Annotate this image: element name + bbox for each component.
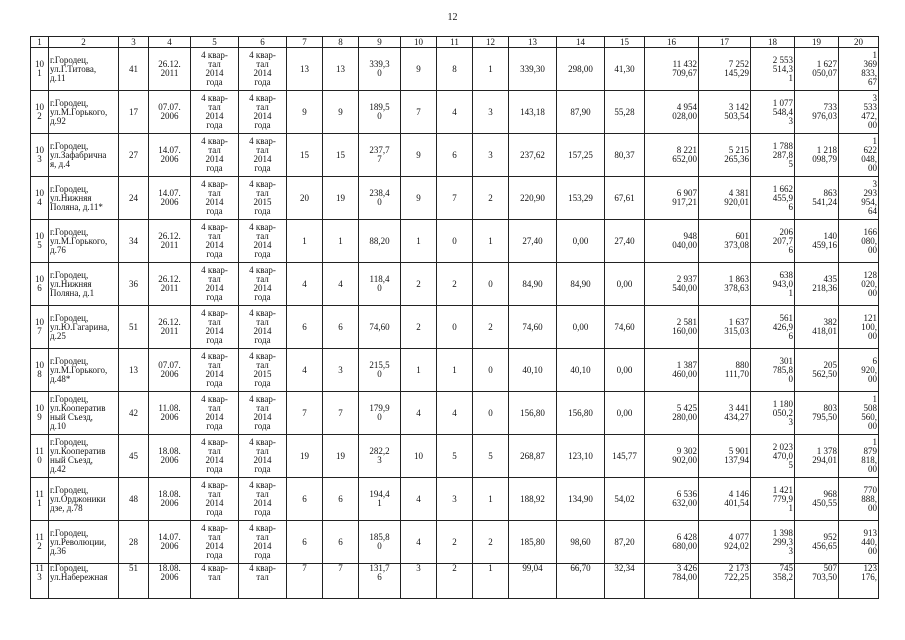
header-cell: 13	[509, 37, 557, 48]
table-cell: 14.07. 2006	[149, 521, 191, 564]
table-cell: 4 квар- тал 2014 года	[239, 48, 287, 91]
table-cell: 913 440, 00	[839, 521, 879, 564]
address-cell: г.Городец, ул.Кооператив ный Съезд, д.42	[49, 435, 119, 478]
address-cell: г.Городец, ул.Кооператив ный Съезд, д.10	[49, 392, 119, 435]
table-cell: 166 080, 00	[839, 220, 879, 263]
table-row	[31, 564, 879, 599]
table-cell: 41,30	[605, 48, 645, 91]
address-cell: г.Городец, ул.Зафабрична я, д.4	[49, 134, 119, 177]
table-cell: 6 907 917,21	[645, 177, 699, 220]
table-cell: 238,4 0	[359, 177, 401, 220]
table-cell: 507 703,50	[795, 564, 839, 599]
table-cell: 11 2	[31, 521, 49, 564]
table-cell: 54,02	[605, 478, 645, 521]
table-cell: 41	[119, 48, 149, 91]
table-cell: 1 863 378,63	[699, 263, 751, 306]
table-cell: 20	[287, 177, 323, 220]
header-row	[31, 37, 879, 48]
table-cell: 4 квар- тал 2014 года	[191, 134, 239, 177]
table-cell: 205 562,50	[795, 349, 839, 392]
table-cell: 121 100, 00	[839, 306, 879, 349]
table-cell: 18.08. 2006	[149, 564, 191, 599]
table-cell: 0,00	[557, 306, 605, 349]
table-cell: 237,62	[509, 134, 557, 177]
table-cell: 948 040,00	[645, 220, 699, 263]
table-cell: 1 627 050,07	[795, 48, 839, 91]
header-cell: 8	[323, 37, 359, 48]
table-cell: 15	[323, 134, 359, 177]
table-cell: 3 293 954, 64	[839, 177, 879, 220]
table-row	[31, 392, 879, 435]
table-cell: 123 176,	[839, 564, 879, 599]
table-cell: 0	[473, 349, 509, 392]
table-cell: 5	[473, 435, 509, 478]
address-cell: г.Городец, ул.Революции, д.36	[49, 521, 119, 564]
table-cell: 26.12. 2011	[149, 48, 191, 91]
header-cell: 17	[699, 37, 751, 48]
table-cell: 4 квар- тал 2014 года	[239, 306, 287, 349]
table-cell: 7 252 145,29	[699, 48, 751, 91]
table-cell: 339,3 0	[359, 48, 401, 91]
table-cell: 745 358,2	[751, 564, 795, 599]
table-cell: 10 4	[31, 177, 49, 220]
table-cell: 4	[437, 392, 473, 435]
table-cell: 4 квар- тал 2014 года	[191, 48, 239, 91]
table-cell: 7	[437, 177, 473, 220]
table-cell: 1 218 098,79	[795, 134, 839, 177]
table-cell: 2	[473, 177, 509, 220]
table-cell: 07.07. 2006	[149, 349, 191, 392]
table-cell: 4 146 401,54	[699, 478, 751, 521]
table-cell: 11 3	[31, 564, 49, 599]
table-cell: 6	[287, 306, 323, 349]
header-cell: 12	[473, 37, 509, 48]
table-cell: 0	[437, 306, 473, 349]
table-cell: 4 квар- тал 2014 года	[239, 521, 287, 564]
table-cell: 10 7	[31, 306, 49, 349]
table-row	[31, 134, 879, 177]
table-cell: 32,34	[605, 564, 645, 599]
table-cell: 14.07. 2006	[149, 177, 191, 220]
table-row	[31, 48, 879, 91]
table-cell: 0,00	[605, 392, 645, 435]
table-cell: 80,37	[605, 134, 645, 177]
table-cell: 98,60	[557, 521, 605, 564]
table-cell: 3 142 503,54	[699, 91, 751, 134]
table-cell: 382 418,01	[795, 306, 839, 349]
table-cell: 189,5 0	[359, 91, 401, 134]
table-cell: 5	[437, 435, 473, 478]
table-cell: 4 квар- тал 2014 года	[239, 435, 287, 478]
table-cell: 74,60	[359, 306, 401, 349]
header-cell: 9	[359, 37, 401, 48]
table-cell: 2	[437, 263, 473, 306]
table-cell: 952 456,65	[795, 521, 839, 564]
address-cell: г.Городец, ул.Нижняя Поляна, д.11*	[49, 177, 119, 220]
table-cell: 1 180 050,2 3	[751, 392, 795, 435]
table-cell: 157,25	[557, 134, 605, 177]
table-cell: 18.08. 2006	[149, 478, 191, 521]
table-cell: 4 квар- тал 2014 года	[239, 478, 287, 521]
table-cell: 40,10	[509, 349, 557, 392]
table-cell: 4 381 920,01	[699, 177, 751, 220]
table-cell: 215,5 0	[359, 349, 401, 392]
table-cell: 4 077 924,02	[699, 521, 751, 564]
table-cell: 4 954 028,00	[645, 91, 699, 134]
table-row	[31, 177, 879, 220]
table-cell: 27,40	[509, 220, 557, 263]
table-cell: 9	[401, 134, 437, 177]
table-cell: 9 302 902,00	[645, 435, 699, 478]
table-cell: 4	[437, 91, 473, 134]
table-cell: 10 6	[31, 263, 49, 306]
table-cell: 27,40	[605, 220, 645, 263]
table-cell: 9	[401, 48, 437, 91]
address-cell: г.Городец, ул.М.Горького, д.76	[49, 220, 119, 263]
table-cell: 5 215 265,36	[699, 134, 751, 177]
table-cell: 4 квар- тал 2014 года	[191, 306, 239, 349]
header-cell: 10	[401, 37, 437, 48]
header-cell: 18	[751, 37, 795, 48]
table-cell: 1 622 048, 00	[839, 134, 879, 177]
table-cell: 2	[437, 521, 473, 564]
table-cell: 143,18	[509, 91, 557, 134]
table-cell: 4	[287, 263, 323, 306]
table-cell: 18.08. 2006	[149, 435, 191, 478]
table-cell: 40,10	[557, 349, 605, 392]
table-cell: 4 квар- тал 2014 года	[239, 220, 287, 263]
table-cell: 3	[401, 564, 437, 599]
table-cell: 0,00	[605, 349, 645, 392]
table-cell: 968 450,55	[795, 478, 839, 521]
table-cell: 220,90	[509, 177, 557, 220]
table-cell: 1 879 818, 00	[839, 435, 879, 478]
table-cell: 7	[287, 392, 323, 435]
table-cell: 2 023 470,0 5	[751, 435, 795, 478]
table-cell: 4 квар- тал	[239, 564, 287, 599]
table-cell: 84,90	[509, 263, 557, 306]
table-cell: 4 квар- тал 2014 года	[191, 392, 239, 435]
table-cell: 6	[323, 306, 359, 349]
table-cell: 638 943,0 1	[751, 263, 795, 306]
table-cell: 2	[473, 306, 509, 349]
table-cell: 07.07. 2006	[149, 91, 191, 134]
address-cell: г.Городец, ул.Г.Титова, д.11	[49, 48, 119, 91]
table-cell: 2	[473, 521, 509, 564]
table-cell: 4	[401, 392, 437, 435]
table-cell: 3 426 784,00	[645, 564, 699, 599]
table-cell: 3 533 472, 00	[839, 91, 879, 134]
table-cell: 1	[473, 48, 509, 91]
table-cell: 8	[437, 48, 473, 91]
header-cell: 7	[287, 37, 323, 48]
table-cell: 4 квар- тал 2014 года	[239, 392, 287, 435]
table-cell: 27	[119, 134, 149, 177]
table-cell: 3	[437, 478, 473, 521]
table-cell: 7	[401, 91, 437, 134]
table-cell: 7	[323, 392, 359, 435]
table-cell: 67,61	[605, 177, 645, 220]
table-cell: 1	[401, 349, 437, 392]
table-cell: 9	[323, 91, 359, 134]
table-cell: 0,00	[557, 220, 605, 263]
header-cell: 1	[31, 37, 49, 48]
table-cell: 4 квар- тал 2014 года	[191, 177, 239, 220]
table-cell: 13	[119, 349, 149, 392]
table-cell: 134,90	[557, 478, 605, 521]
table-cell: 4 квар- тал 2014 года	[239, 263, 287, 306]
table-cell: 1 508 560, 00	[839, 392, 879, 435]
table-cell: 10	[401, 435, 437, 478]
table-row	[31, 435, 879, 478]
table-cell: 1	[473, 478, 509, 521]
table-cell: 6 536 632,00	[645, 478, 699, 521]
table-cell: 74,60	[509, 306, 557, 349]
table-cell: 4 квар- тал 2015 года	[239, 349, 287, 392]
table-cell: 2	[437, 564, 473, 599]
table-cell: 188,92	[509, 478, 557, 521]
table-cell: 0,00	[605, 263, 645, 306]
table-cell: 4 квар- тал 2014 года	[191, 263, 239, 306]
table-cell: 10 3	[31, 134, 49, 177]
table-cell: 1	[437, 349, 473, 392]
table-cell: 87,20	[605, 521, 645, 564]
address-cell: г.Городец, ул.Орджоники дзе, д.78	[49, 478, 119, 521]
table-cell: 1 788 287,8 5	[751, 134, 795, 177]
table-cell: 880 111,70	[699, 349, 751, 392]
table-cell: 17	[119, 91, 149, 134]
table-cell: 9	[287, 91, 323, 134]
header-cell: 14	[557, 37, 605, 48]
table-cell: 282,2 3	[359, 435, 401, 478]
table-cell: 4 квар- тал 2014 года	[239, 134, 287, 177]
table-cell: 770 888, 00	[839, 478, 879, 521]
table-cell: 6	[437, 134, 473, 177]
table-cell: 6 920, 00	[839, 349, 879, 392]
table-cell: 26.12. 2011	[149, 306, 191, 349]
header-cell: 15	[605, 37, 645, 48]
table-row	[31, 306, 879, 349]
table-cell: 10 9	[31, 392, 49, 435]
header-cell: 3	[119, 37, 149, 48]
table-cell: 1	[401, 220, 437, 263]
table-cell: 298,00	[557, 48, 605, 91]
table-cell: 11 1	[31, 478, 49, 521]
table-cell: 4	[287, 349, 323, 392]
header-cell: 4	[149, 37, 191, 48]
table-cell: 194,4 1	[359, 478, 401, 521]
table-cell: 118,4 0	[359, 263, 401, 306]
table-cell: 185,80	[509, 521, 557, 564]
table-cell: 4 квар- тал 2015 года	[239, 177, 287, 220]
table-cell: 4 квар- тал 2014 года	[239, 91, 287, 134]
table-cell: 11 0	[31, 435, 49, 478]
table-cell: 4 квар- тал 2014 года	[191, 521, 239, 564]
header-cell: 6	[239, 37, 287, 48]
table-cell: 84,90	[557, 263, 605, 306]
table-cell: 14.07. 2006	[149, 134, 191, 177]
table-cell: 1 378 294,01	[795, 435, 839, 478]
table-cell: 51	[119, 564, 149, 599]
table-cell: 15	[287, 134, 323, 177]
table-cell: 2	[401, 306, 437, 349]
table-cell: 601 373,08	[699, 220, 751, 263]
table-cell: 3	[323, 349, 359, 392]
table-cell: 185,8 0	[359, 521, 401, 564]
table-cell: 206 207,7 6	[751, 220, 795, 263]
table-cell: 11 432 709,67	[645, 48, 699, 91]
table-cell: 28	[119, 521, 149, 564]
table-cell: 1 637 315,03	[699, 306, 751, 349]
table-row	[31, 521, 879, 564]
table-cell: 4 квар- тал 2014 года	[191, 435, 239, 478]
table-cell: 6 428 680,00	[645, 521, 699, 564]
table-cell: 1 369 833, 67	[839, 48, 879, 91]
table-cell: 19	[323, 435, 359, 478]
table-cell: 5 901 137,94	[699, 435, 751, 478]
table-cell: 4 квар- тал 2014 года	[191, 220, 239, 263]
table-row	[31, 263, 879, 306]
table-cell: 339,30	[509, 48, 557, 91]
table-cell: 733 976,03	[795, 91, 839, 134]
table-cell: 4 квар- тал	[191, 564, 239, 599]
table-cell: 153,29	[557, 177, 605, 220]
address-cell: г.Городец, ул.М.Горького, д.48*	[49, 349, 119, 392]
header-cell: 5	[191, 37, 239, 48]
table-cell: 3	[473, 91, 509, 134]
table-cell: 1	[323, 220, 359, 263]
table-cell: 156,80	[509, 392, 557, 435]
table-cell: 55,28	[605, 91, 645, 134]
header-cell: 20	[839, 37, 879, 48]
table-cell: 4	[401, 478, 437, 521]
table-cell: 0	[473, 263, 509, 306]
address-cell: г.Городец, ул.М.Горького, д.92	[49, 91, 119, 134]
table-cell: 34	[119, 220, 149, 263]
table-cell: 237,7 7	[359, 134, 401, 177]
table-cell: 2 581 160,00	[645, 306, 699, 349]
table-cell: 24	[119, 177, 149, 220]
table-cell: 123,10	[557, 435, 605, 478]
table-cell: 0	[437, 220, 473, 263]
page-number: 12	[447, 12, 458, 23]
table-cell: 1 398 299,3 3	[751, 521, 795, 564]
table-cell: 74,60	[605, 306, 645, 349]
table-cell: 131,7 6	[359, 564, 401, 599]
address-cell: г.Городец, ул.Ю.Гагарина, д.25	[49, 306, 119, 349]
table-cell: 3 441 434,27	[699, 392, 751, 435]
table-cell: 1 387 460,00	[645, 349, 699, 392]
table-cell: 4 квар- тал 2014 года	[191, 349, 239, 392]
table-cell: 1 421 779,9 1	[751, 478, 795, 521]
header-cell: 11	[437, 37, 473, 48]
table-cell: 3	[473, 134, 509, 177]
table-cell: 8 221 652,00	[645, 134, 699, 177]
table-cell: 26.12. 2011	[149, 220, 191, 263]
table-cell: 6	[323, 521, 359, 564]
table-cell: 561 426,9 6	[751, 306, 795, 349]
data-table	[30, 36, 879, 599]
table-cell: 11.08. 2006	[149, 392, 191, 435]
table-cell: 4	[323, 263, 359, 306]
table-cell: 45	[119, 435, 149, 478]
table-cell: 10 1	[31, 48, 49, 91]
header-cell: 2	[49, 37, 119, 48]
table-cell: 2 173 722,25	[699, 564, 751, 599]
table-cell: 5 425 280,00	[645, 392, 699, 435]
table-cell: 1	[287, 220, 323, 263]
table-cell: 435 218,36	[795, 263, 839, 306]
table-cell: 156,80	[557, 392, 605, 435]
table-cell: 2 937 540,00	[645, 263, 699, 306]
table-cell: 48	[119, 478, 149, 521]
table-cell: 42	[119, 392, 149, 435]
table-cell: 140 459,16	[795, 220, 839, 263]
table-cell: 4 квар- тал 2014 года	[191, 91, 239, 134]
table-row	[31, 349, 879, 392]
table-cell: 4 квар- тал 2014 года	[191, 478, 239, 521]
table-cell: 36	[119, 263, 149, 306]
table-cell: 863 541,24	[795, 177, 839, 220]
table-cell: 88,20	[359, 220, 401, 263]
table-cell: 4	[401, 521, 437, 564]
table-cell: 7	[323, 564, 359, 599]
table-cell: 1 662 455,9 6	[751, 177, 795, 220]
table-cell: 7	[287, 564, 323, 599]
table-cell: 2 553 514,3 1	[751, 48, 795, 91]
table-cell: 1	[473, 220, 509, 263]
table-cell: 2	[401, 263, 437, 306]
table-row	[31, 220, 879, 263]
table-cell: 145,77	[605, 435, 645, 478]
table-cell: 66,70	[557, 564, 605, 599]
table-cell: 803 795,50	[795, 392, 839, 435]
table-cell: 26.12. 2011	[149, 263, 191, 306]
address-cell: г.Городец, ул.Нижняя Поляна, д.1	[49, 263, 119, 306]
table-cell: 0	[473, 392, 509, 435]
header-cell: 19	[795, 37, 839, 48]
table-cell: 128 020, 00	[839, 263, 879, 306]
table-cell: 87,90	[557, 91, 605, 134]
table-cell: 9	[401, 177, 437, 220]
table-cell: 268,87	[509, 435, 557, 478]
table-cell: 179,9 0	[359, 392, 401, 435]
table-cell: 6	[287, 478, 323, 521]
table-cell: 1	[473, 564, 509, 599]
table-row	[31, 478, 879, 521]
table-cell: 1 077 548,4 3	[751, 91, 795, 134]
table-cell: 13	[323, 48, 359, 91]
table-cell: 10 2	[31, 91, 49, 134]
address-cell: г.Городец, ул.Набережная	[49, 564, 119, 599]
table-cell: 99,04	[509, 564, 557, 599]
table-cell: 13	[287, 48, 323, 91]
table-cell: 6	[287, 521, 323, 564]
header-cell: 16	[645, 37, 699, 48]
table-cell: 19	[287, 435, 323, 478]
table-cell: 6	[323, 478, 359, 521]
table-cell: 51	[119, 306, 149, 349]
table-cell: 10 8	[31, 349, 49, 392]
table-cell: 301 785,8 0	[751, 349, 795, 392]
table-row	[31, 91, 879, 134]
table-cell: 10 5	[31, 220, 49, 263]
table-cell: 19	[323, 177, 359, 220]
